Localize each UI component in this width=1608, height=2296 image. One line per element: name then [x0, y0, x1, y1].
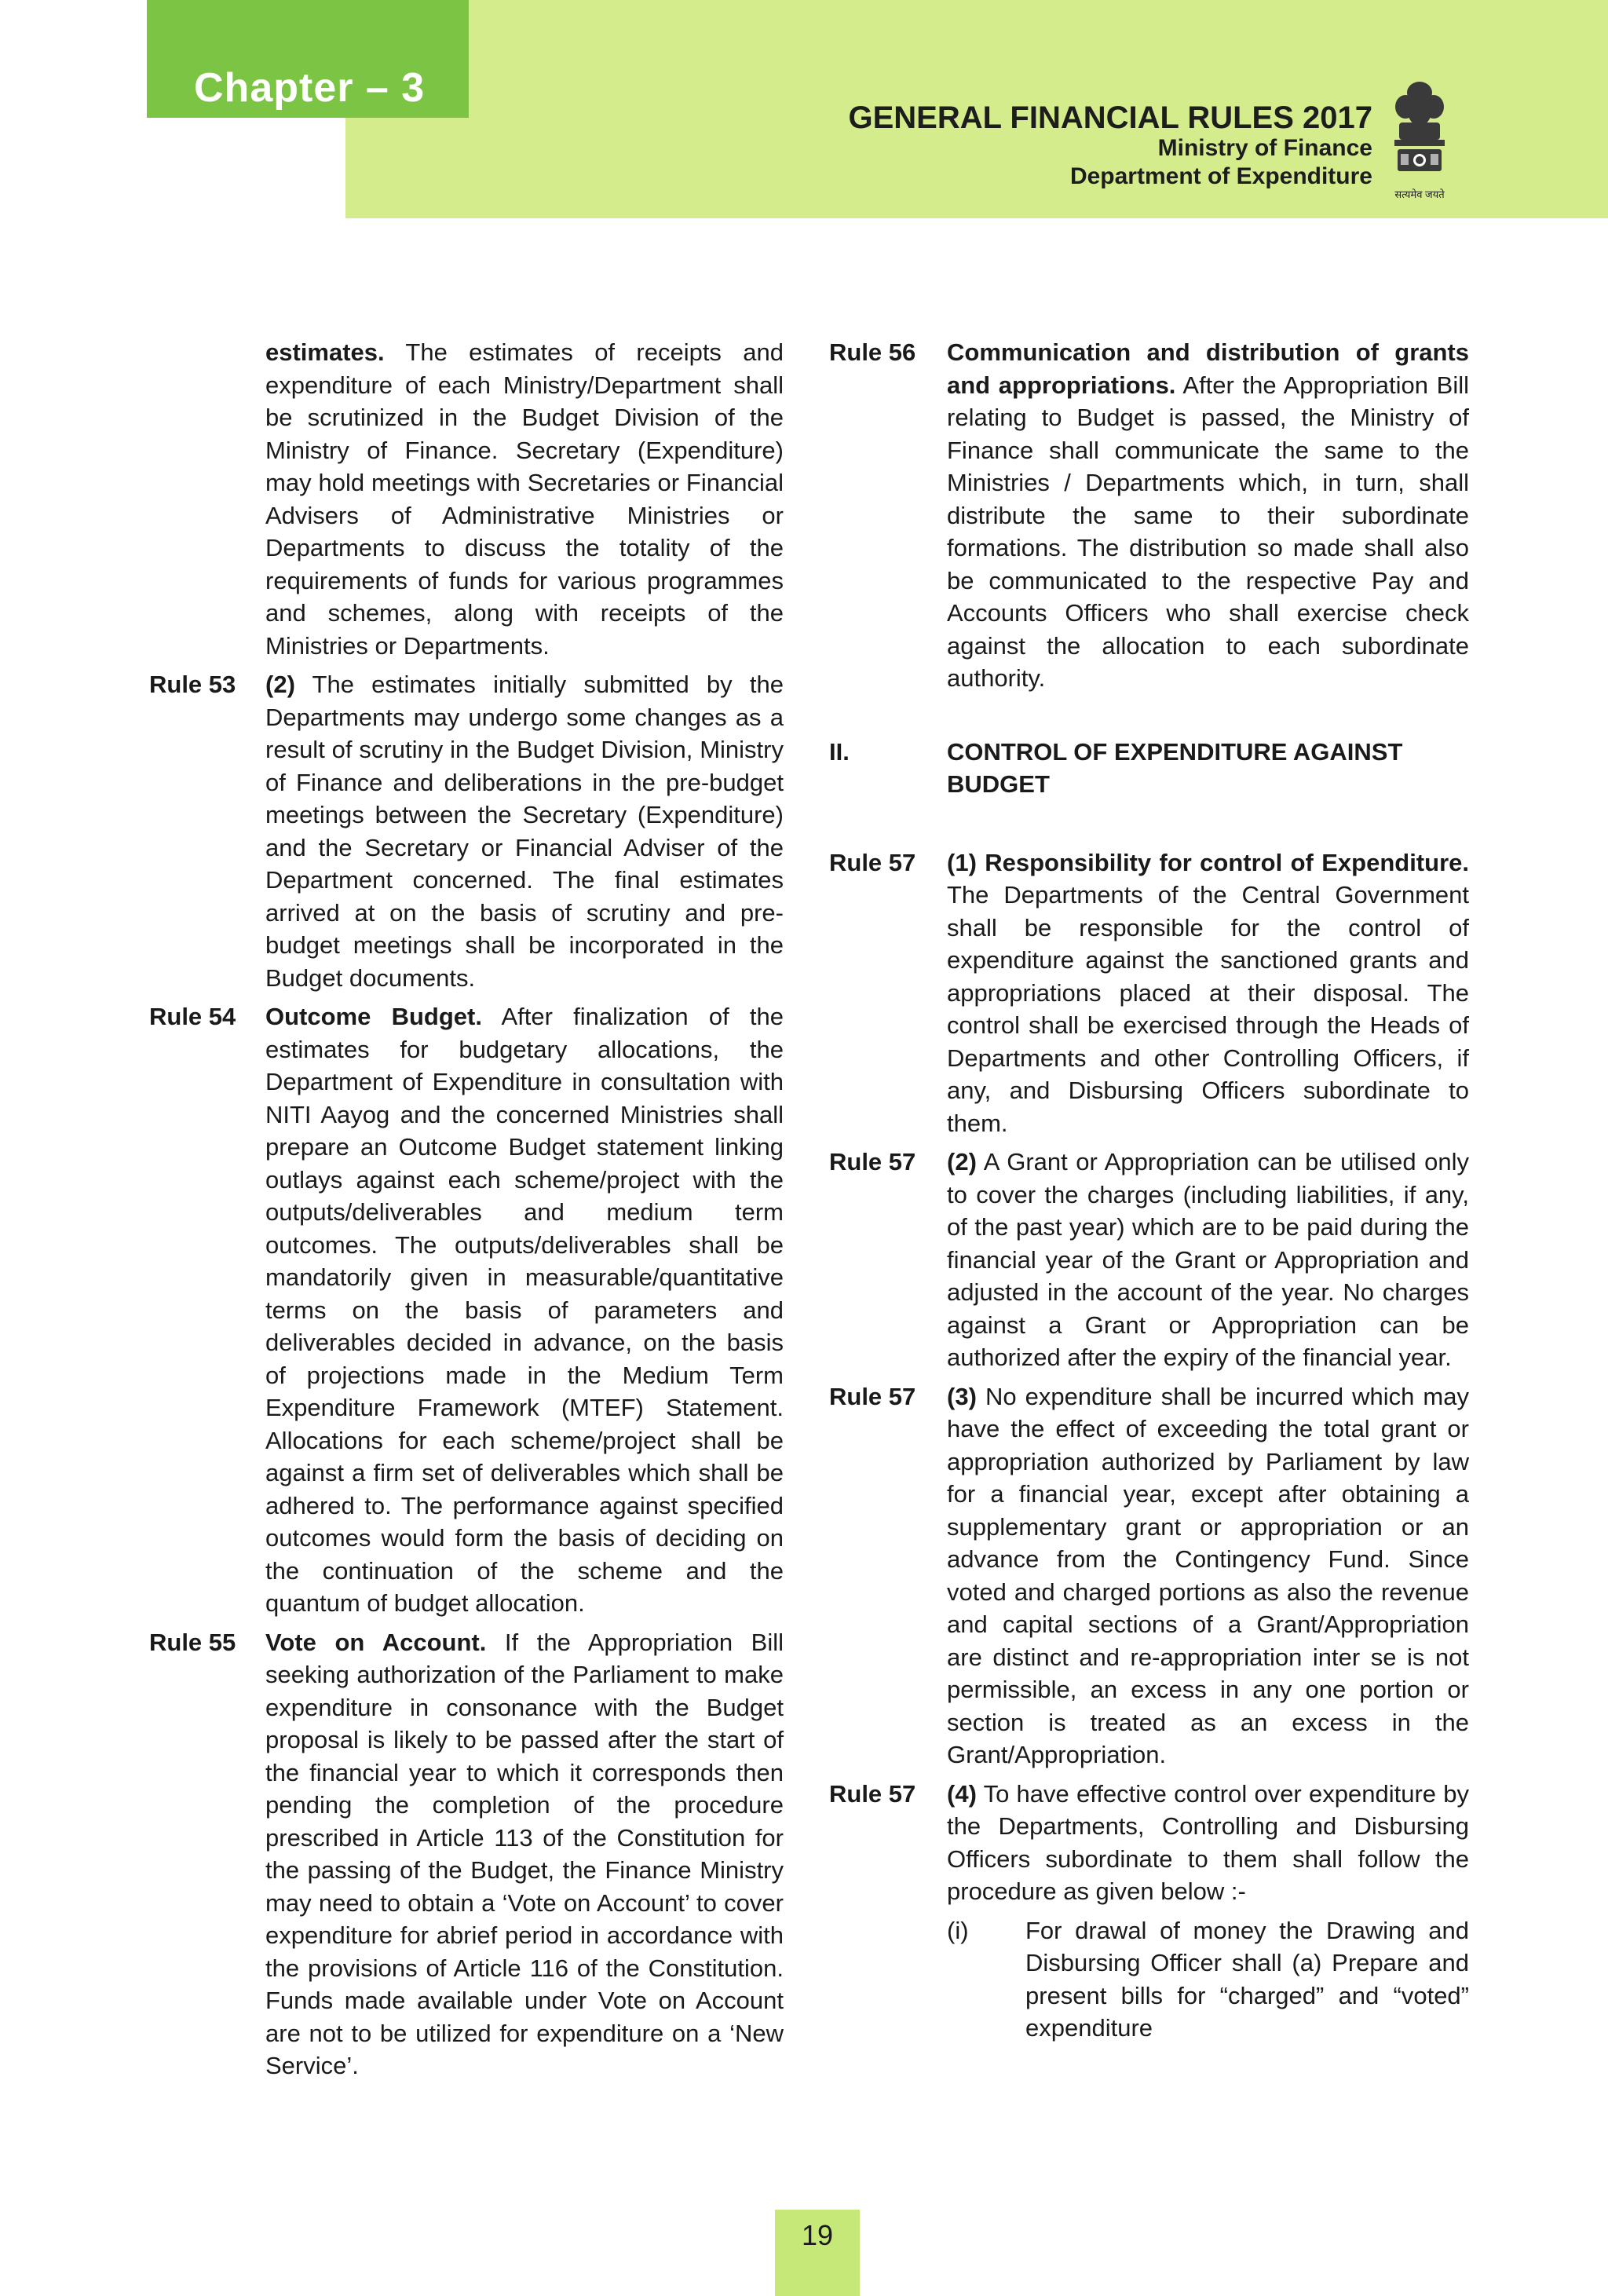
rule-57-3 [829, 1380, 1469, 1771]
rule-text: No expenditure shall be incurred which may have the effect of exceeding the total grant or appropriation authorized by Parliament by law for a financial year, except after obtaining a supplementary grant or appropriation or an advance from the Contingency Fund. Since voted and charged portions as also the revenue and capital sections of a Grant/Appropriation are distinct and re-appropriation inter se is not permissible, an excess in any one portion or section is treated as an excess in the Grant/Appropriation. [947, 1382, 1469, 1768]
section-title: CONTROL OF EXPENDITURE AGAINST BUDGET [947, 737, 1403, 798]
rule-57-1 [829, 846, 1469, 1140]
rule-text: The estimates initially submitted by the Departments may undergo some changes as a result of scrutiny in the Budget Division, Ministry of Finance and deliberations in the pre-budget meetings between the Secretary (Expenditure) and the Secretary or Financial Adviser of the Department concerned. The final estimates arrived at on the basis of scrutiny and pre-budget meetings shall be incorporated in the Budget documents. [265, 671, 784, 992]
rule-heading: Communication and distribution of grants and appropriations. [947, 338, 1469, 399]
rule-text: After finalization of the estimates for budgetary allocations, the Department of Expenditure in consultation with NITI Aayog and the concerned Ministries shall prepare an Outcome Budget statement linking outlays against each scheme/project with the outputs/deliverables and medium term outcomes. The outputs/deliverables shall be mandatorily given in measurable/quantitative terms on the basis of parameters and deliverables decided in advance, on the basis of projections made in the Medium Term Expenditure Framework (MTEF) Statement. Allocations for each scheme/project shall be against a firm set of deliverables which shall be adhered to. The performance against specified outcomes would form the basis of deciding on the continuation of the scheme and the quantum of budget allocation. [265, 1003, 784, 1617]
rule-continuation [265, 336, 784, 662]
rule-label: Rule 57 [829, 848, 916, 876]
rule-label: Rule 57 [829, 1382, 916, 1410]
rule-label: Rule 54 [149, 1003, 236, 1030]
rule-56 [829, 336, 1469, 695]
chapter-label: Chapter – 3 [194, 65, 426, 111]
left-column [149, 336, 784, 2089]
rule-57-4-subitem [947, 1914, 1469, 2045]
rule-body [947, 846, 1469, 1140]
right-column [829, 336, 1469, 2045]
rule-text: To have effective control over expenditure by the Departments, Controlling and Disbursing Officers subordinate to them shall follow the procedure as given below :- [947, 1779, 1469, 1905]
rule-text: A Grant or Appropriation can be utilised only to cover the charges (including liabilities, if any, of the past year) which are to be paid during the financial year of the Grant or Appropriation and adjusted in the account of the year. No charges against a Grant or Appropriation can be authorized after the expiry of the financial year. [947, 1148, 1469, 1371]
rule-body [947, 1146, 1469, 1374]
page-number: 19 [801, 2219, 834, 2251]
rule-heading: (4) [947, 1779, 977, 1808]
rule-body [265, 1626, 784, 2082]
rule-heading: (3) [947, 1382, 977, 1410]
rule-57-4 [829, 1778, 1469, 1908]
rule-heading: (2) [947, 1148, 977, 1175]
rule-text: If the Appropriation Bill seeking authorization of the Parliament to make expenditure in consonance with the Budget proposal is likely to be passed after the start of the financial year to which it corresponds then pending the completion of the procedure prescribed in Article 113 of the Constitution for the passing of the Budget, the Finance Ministry may need to obtain a ‘Vote on Account’ to cover expenditure for abrief period in accordance with the provisions of Article 116 of the Constitution. Funds made available under Vote on Account are not to be utilized for expenditure on a ‘New Service’. [265, 1628, 784, 2079]
rule-label: Rule 56 [829, 338, 916, 366]
rule-body [947, 1778, 1469, 1908]
rule-body [947, 336, 1469, 695]
emblem-motto: सत्यमेव जयते [1394, 188, 1445, 200]
rule-55 [149, 1626, 784, 2082]
rule-body [947, 1380, 1469, 1771]
rule-body [265, 668, 784, 994]
rule-label: Rule 53 [149, 671, 236, 698]
rule-label: Rule 57 [829, 1779, 916, 1808]
continuation-text: The estimates of receipts and expenditure of each Ministry/Department shall be scrutinized in the Budget Division of the Ministry of Finance. Secretary (Expenditure) may hold meetings with Secretaries or Financial Advisers of Administrative Ministries or Departments to discuss the totality of the requirements of funds for various programmes and schemes, along with receipts of the Ministries or Departments. [265, 338, 784, 660]
rule-body [265, 1000, 784, 1620]
rule-heading: Vote on Account. [265, 1628, 487, 1656]
subitem-text: For drawal of money the Drawing and Disbursing Officer shall (a) Prepare and present bills for “charged” and “voted” expenditure [1025, 1916, 1469, 2042]
section-heading [829, 736, 1469, 801]
rule-53 [149, 668, 784, 994]
section-number: II. [829, 737, 850, 766]
rule-label: Rule 55 [149, 1628, 236, 1656]
rule-text: After the Appropriation Bill relating to Budget is passed, the Ministry of Finance shall communicate the same to the Ministries / Departments which, in turn, shall distribute the same to their subordinate formations. The distribution so made shall also be communicated to the respective Pay and Accounts Officers who shall exercise check against the allocation to each subordinate authority. [947, 371, 1469, 692]
rule-heading: (1) Responsibility for control of Expenditure. [947, 848, 1469, 876]
subitem-number: (i) [947, 1916, 969, 1944]
rule-57-2 [829, 1146, 1469, 1374]
rule-heading: Outcome Budget. [265, 1003, 482, 1030]
rule-label: Rule 57 [829, 1148, 916, 1175]
rule-54 [149, 1000, 784, 1620]
header-department: Department of Expenditure [1069, 163, 1372, 189]
rule-heading: (2) [265, 671, 295, 698]
rule-text: The Departments of the Central Government shall be responsible for the control of expenditure against the sanctioned grants and appropriations placed at their disposal. The control shall be exercised through the Heads of Departments and other Controlling Officers, if any, and Disbursing Officers subordinate to them. [947, 881, 1469, 1137]
national-emblem-icon [1388, 75, 1451, 201]
continuation-heading: estimates. [265, 338, 385, 366]
header-ministry: Ministry of Finance [1157, 135, 1372, 161]
header-title: GENERAL FINANCIAL RULES 2017 [848, 101, 1372, 135]
